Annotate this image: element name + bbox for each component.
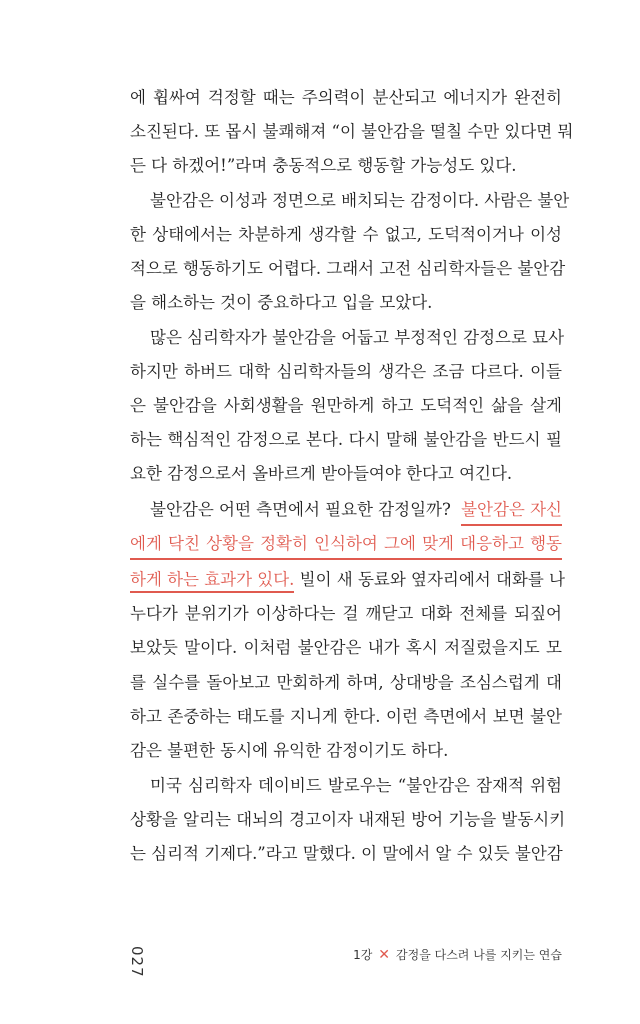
body-line-9: 하지만 하버드 대학 심리학자들의 생각은 조금 다르다. 이들 (130, 362, 562, 381)
highlighted-text: 에게 닥친 상황을 정확히 인식하여 그에 맞게 대응하고 행동 (130, 532, 562, 560)
body-line-18: 를 실수를 돌아보고 만회하게 하며, 상대방을 조심스럽게 대 (130, 673, 562, 692)
body-line-14 (130, 532, 562, 560)
body-line-15-text: 빌이 새 동료와 옆자리에서 대화를 나 (294, 570, 565, 589)
chapter-label: 1강 (353, 948, 373, 962)
body-line-22: 상황을 알리는 대뇌의 경고이자 내재된 방어 기능을 발동시키 (130, 810, 566, 829)
body-line-16: 누다가 분위기가 이상하다는 걸 깨닫고 대화 전체를 되짚어 (130, 604, 562, 623)
body-line-20: 감은 불편한 동시에 유익한 감정이기도 하다. (130, 741, 449, 760)
body-line-4: 불안감은 이성과 정면으로 배치되는 감정이다. 사람은 불안 (150, 191, 570, 210)
body-line-17: 보았듯 말이다. 이처럼 불안감은 내가 혹시 저질렀을지도 모 (130, 638, 562, 657)
highlighted-text: 하게 하는 효과가 있다. (130, 570, 294, 593)
body-line-1: 에 휩싸여 걱정할 때는 주의력이 분산되고 에너지가 완전히 (130, 88, 562, 107)
body-line-13 (150, 498, 562, 526)
body-line-12: 요한 감정으로서 올바르게 받아들여야 한다고 여긴다. (130, 464, 513, 483)
body-line-15 (130, 568, 565, 592)
body-line-21: 미국 심리학자 데이비드 발로우는 “불안감은 잠재적 위험 (150, 776, 562, 795)
body-line-3: 든 다 하겠어!”라며 충동적으로 행동할 가능성도 있다. (130, 156, 517, 175)
body-line-10: 은 불안감을 사회생활을 원만하게 하고 도덕적인 삶을 살게 (130, 396, 562, 415)
body-line-2: 소진된다. 또 몹시 불쾌해져 “이 불안감을 떨칠 수만 있다면 뭐 (130, 122, 574, 141)
highlighted-text: 불안감은 자신 (461, 498, 562, 526)
running-head (353, 946, 562, 963)
chapter-title: 감정을 다스려 나를 지키는 연습 (396, 948, 562, 962)
body-line-7: 을 해소하는 것이 중요하다고 입을 모았다. (130, 293, 433, 312)
body-line-23: 는 심리적 기제다.”라고 말했다. 이 말에서 알 수 있듯 불안감 (130, 844, 563, 863)
cross-mark-icon: ✕ (378, 946, 391, 963)
body-line-6: 적으로 행동하기도 어렵다. 그래서 고전 심리학자들은 불안감 (130, 259, 566, 278)
body-line-13-text: 불안감은 어떤 측면에서 필요한 감정일까? (150, 500, 451, 519)
body-line-8: 많은 심리학자가 불안감을 어둡고 부정적인 감정으로 묘사 (150, 328, 565, 347)
body-line-11: 하는 핵심적인 감정으로 본다. 다시 말해 불안감을 반드시 필 (130, 430, 562, 449)
body-line-19: 하고 존중하는 태도를 지니게 한다. 이런 측면에서 보면 불안 (130, 707, 562, 726)
body-line-5: 한 상태에서는 차분하게 생각할 수 없고, 도덕적이거나 이성 (130, 225, 562, 244)
page-number: 027 (128, 946, 146, 978)
